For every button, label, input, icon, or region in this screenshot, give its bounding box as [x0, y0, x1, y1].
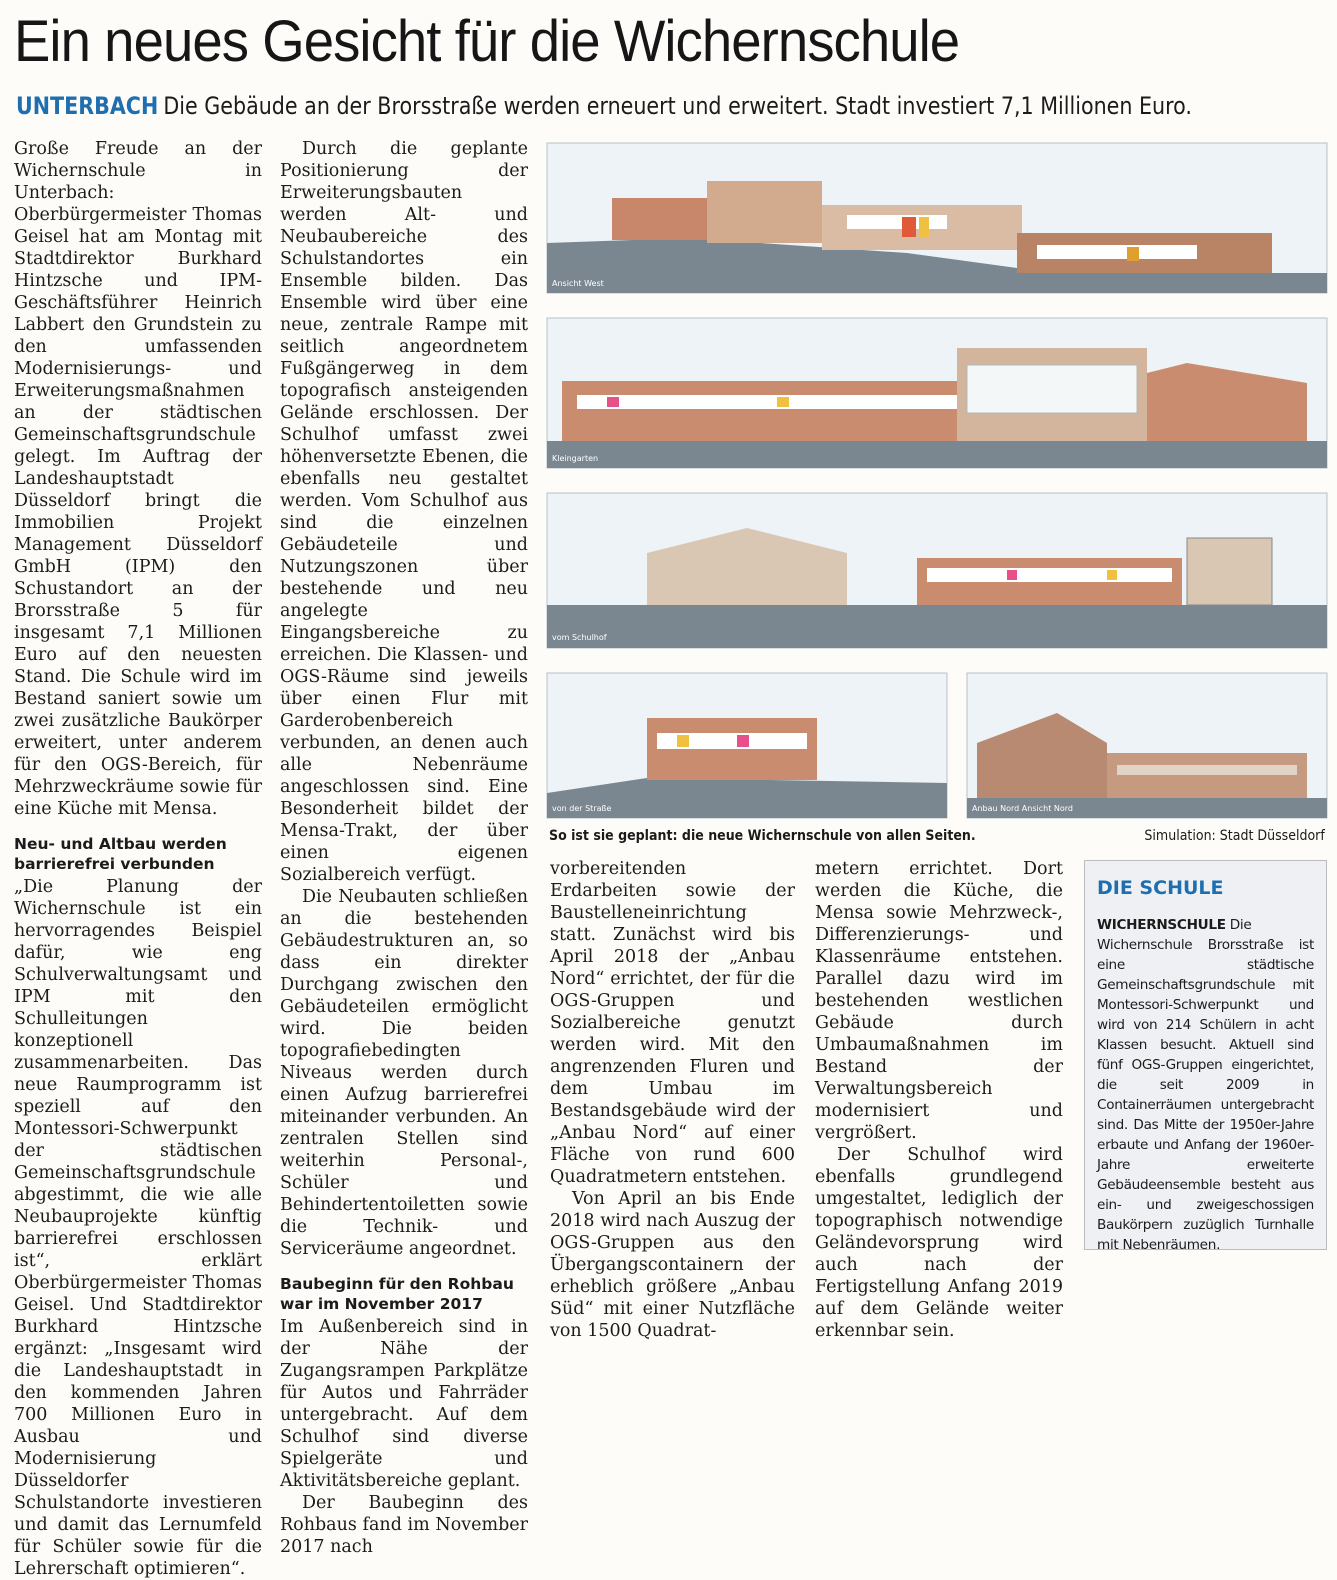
elevation-panel-west	[547, 143, 1327, 293]
paragraph: Große Freude an der Wichernschule in Unterbach: Oberbürgermeister Thomas Geisel hat am Montag mit Stadtdirektor Burkhard Hintzsche und IPM-Geschäftsführer Heinrich Labbert den Grundstein zu den umfassenden Modernisierungs- und Erweiterungsmaßnahmen an der städtischen Gemeinschaftsgrundschule gelegt. Im Auftrag der Landeshauptstadt Düsseldorf bringt die Immobilien Projekt Management Düsseldorf GmbH (IPM) den Schustandort an der Brorsstraße 5 für insgesamt 7,1 Millionen Euro auf den neuesten Stand. Die Schule wird im Bestand saniert sowie um zwei zusätzliche Baukörper erweitert, unter anderem für den OGS-Bereich, für Mehrzweckräume sowie für eine Küche mit Mensa.	[14, 139, 262, 819]
architectural-elevations-figure	[547, 143, 1327, 823]
panel-label: Kleingarten	[552, 454, 599, 463]
elevation-panel-street	[547, 673, 947, 818]
elevation-panel-north	[967, 673, 1327, 818]
subheadline	[16, 92, 1192, 120]
photo-credit: Simulation: Stadt Düsseldorf	[1144, 828, 1325, 844]
article-column-4	[815, 858, 1063, 1342]
info-box	[1084, 860, 1327, 1253]
subheadline-text: Die Gebäude an der Brorsstraße werden erneuert und erweitert. Stadt investiert 7,1 Millionen Euro.	[163, 92, 1192, 120]
section-heading: Neu- und Altbau werden barrierefrei verbunden	[14, 835, 227, 873]
panel-label: Ansicht West	[552, 279, 604, 288]
figure-caption	[549, 828, 1325, 844]
article-column-1	[14, 138, 262, 1580]
paragraph: vorbereitenden Erdarbeiten sowie der Baustelleneinrichtung statt. Zunächst wird bis April 2018 der „Anbau Nord“ errichtet, der für die OGS-Gruppen und Sozialbereiche genutzt werden wird. Mit den angrenzenden Fluren und dem Umbau im Bestandsgebäude wird der „Anbau Nord“ auf einer Fläche von rund 600 Quadratmetern entstehen.	[550, 859, 795, 1187]
paragraph: Die Neubauten schließen an die bestehenden Gebäudestrukturen an, so dass ein direkter Durchgang zwischen den Gebäudeteilen ermöglicht wird. Die beiden topografiebedingten Niveaus werden durch einen Aufzug barrierefrei miteinander verbunden. An zentralen Stellen sind weiterhin Personal-, Schüler und Behindertentoiletten sowie die Technik- und Serviceräume angeordnet.	[280, 887, 528, 1259]
panel-label: Anbau Nord Ansicht Nord	[972, 804, 1073, 813]
elevation-panel-schoolyard	[547, 493, 1327, 648]
paragraph: „Die Planung der Wichernschule ist ein hervorragendes Beispiel dafür, wie eng Schulverwaltungsamt und IPM mit den Schulleitungen konzeptionell zusammenarbeiten. Das neue Raumprogramm ist speziell auf den Montessori-Schwerpunkt der städtischen Gemeinschaftsgrundschule abgestimmt, die wie alle Neubauprojekte künftig barrierefrei erschlossen ist“, erklärt Oberbürgermeister Thomas Geisel. Und Stadtdirektor Burkhard Hintzsche ergänzt: „Insgesamt wird die Landeshauptstadt in den kommenden Jahren 700 Millionen Euro in Ausbau und Modernisierung Düsseldorfer Schulstandorte investieren und damit das Lernumfeld für Schüler sowie für die Lehrerschaft optimieren“.	[14, 877, 262, 1579]
elevation-panel-garden	[547, 318, 1327, 468]
paragraph: Durch die geplante Positionierung der Erweiterungsbauten werden Alt- und Neubaubereiche des Schulstandortes ein Ensemble bilden. Das Ensemble wird über eine neue, zentrale Rampe mit seitlich angeordnetem Fußgängerweg in dem topografisch ansteigenden Gelände erschlossen. Der Schulhof umfasst zwei höhenversetzte Ebenen, die ebenfalls neu gestaltet werden. Vom Schulhof aus sind die einzelnen Gebäudeteile und Nutzungszonen über bestehende und neu angelegte Eingangsbereiche zu erreichen. Die Klassen- und OGS-Räume sind jeweils über einen Flur mit Garderobenbereich verbunden, an denen auch alle Nebenräume angeschlossen sind. Eine Besonderheit bildet der Mensa-Trakt, der über einen eigenen Sozialbereich verfügt.	[280, 139, 528, 885]
headline: Ein neues Gesicht für die Wichernschule	[14, 9, 960, 74]
info-box-lead: WICHERNSCHULE	[1097, 917, 1226, 933]
panel-label: von der Straße	[552, 804, 612, 813]
article-column-3	[550, 858, 795, 1342]
info-box-body: Die Wichernschule Brorsstraße ist eine städtische Gemeinschaftsgrundschule mit Montessori-Schwerpunkt und wird von 214 Schülern in acht Klassen besucht. Aktuell sind fünf OGS-Gruppen eingerichtet, die seit 2009 in Containerräumen untergebracht sind. Das Mitte der 1950er-Jahre erbaute und Anfang der 1960er-Jahre erweiterte Gebäudeensemble besteht aus ein- und zweigeschossigen Baukörpern zuzüglich Turnhalle mit Nebenräumen.	[1097, 917, 1314, 1253]
paragraph: Im Außenbereich sind in der Nähe der Zugangsrampen Parkplätze für Autos und Fahrräder untergebracht. Auf dem Schulhof sind diverse Spielgeräte und Aktivitätsbereiche geplant.	[280, 1317, 528, 1491]
paragraph: Der Baubeginn des Rohbaus fand im November 2017 nach	[280, 1493, 528, 1557]
paragraph: metern errichtet. Dort werden die Küche, die Mensa sowie Mehrzweck-, Differenzierungs- und Klassenräume entstehen. Parallel dazu wird im bestehenden westlichen Gebäude durch Umbaumaßnahmen im Bestand der Verwaltungsbereich modernisiert und vergrößert.	[815, 859, 1063, 1143]
info-box-title: DIE SCHULE	[1097, 877, 1224, 899]
info-box-text	[1097, 915, 1314, 1255]
paragraph: Der Schulhof wird ebenfalls grundlegend umgestaltet, lediglich der topographisch notwendige Geländevorsprung wird auch nach der Fertigstellung Anfang 2019 auf dem Gelände weiter erkennbar sein.	[815, 1145, 1063, 1341]
kicker: UNTERBACH	[16, 92, 159, 120]
article-column-2	[280, 138, 528, 1558]
panel-label: vom Schulhof	[552, 633, 607, 642]
paragraph: Von April an bis Ende 2018 wird nach Auszug der OGS-Gruppen aus den Übergangscontainern der erheblich größere „Anbau Süd“ mit einer Nutzfläche von 1500 Quadrat-	[550, 1189, 795, 1341]
caption-text: So ist sie geplant: die neue Wichernschule von allen Seiten.	[549, 828, 976, 844]
section-heading: Baubeginn für den Rohbau war im November 2017	[280, 1275, 514, 1313]
